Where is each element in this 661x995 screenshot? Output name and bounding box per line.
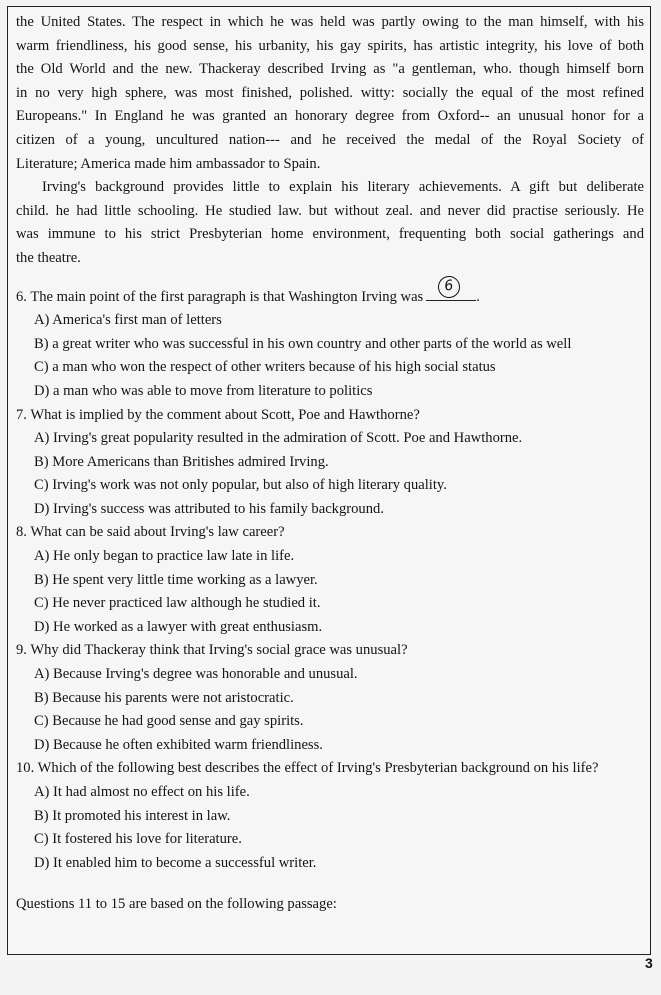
answer-options [16,545,644,639]
question-stem [16,276,644,310]
answer-option-a[interactable]: A) He only began to practice law late in life. [34,548,295,565]
question-8 [16,521,644,639]
answer-option-d[interactable]: D) He worked as a lawyer with great enthusiasm. [34,618,323,635]
answer-options [16,663,644,757]
passage-line: citizen of a young, uncultured nation--- and he received the medal of the Royal Society of [16,131,644,148]
question-stem-suffix: . [476,288,480,305]
answer-options [16,309,644,403]
answer-blank[interactable] [426,276,476,301]
answer-option-d[interactable]: D) Because he often exhibited warm friendliness. [34,736,323,753]
answer-option-a[interactable]: A) It had almost no effect on his life. [34,784,250,800]
passage-paragraph-2 [16,176,644,270]
passage-line: Irving's background provides little to explain his literary achievements. A gift but deliberate [42,179,644,196]
question-stem: 8. What can be said about Irving's law career? [16,524,285,541]
passage-line: the theatre. [16,249,81,266]
passage-line: in no very high sphere, was most finished, polished. witty: socially the equal of the most refined [16,84,644,101]
answer-option-a[interactable]: A) Because Irving's degree was honorable and unusual. [34,666,358,683]
answer-option-d[interactable]: D) Irving's success was attributed to his family background. [34,500,384,517]
passage-line: warm friendliness, his good sense, his urbanity, his gay spirits, has artistic integrity, his love of both [16,37,644,54]
answer-option-c[interactable]: C) He never practiced law although he studied it. [34,595,321,612]
answer-option-b[interactable]: B) a great writer who was successful in his own country and other parts of the world as well [34,335,572,352]
answer-option-b[interactable]: B) It promoted his interest in law. [34,807,231,824]
answer-option-c[interactable]: C) Because he had good sense and gay spirits. [34,713,304,730]
question-stem: 10. Which of the following best describes the effect of Irving's Presbyterian background on his life? [16,760,599,777]
question-10 [16,757,644,875]
passage-line: Literature; America made him ambassador to Spain. [16,155,321,172]
passage-line: Europeans." In England he was granted an honorary degree from Oxford-- an unusual honor for a [16,108,644,125]
answer-option-c[interactable]: C) a man who won the respect of other writers because of his high social status [34,359,496,376]
next-section-intro: Questions 11 to 15 are based on the following passage: [16,896,337,913]
section-gap [16,271,644,286]
answer-options [16,781,644,875]
page-number: 3 [645,955,653,971]
answer-option-d[interactable]: D) It enabled him to become a successful writer. [34,854,317,871]
answer-option-a[interactable]: A) Irving's great popularity resulted in the admiration of Scott. Poe and Hawthorne. [34,430,523,447]
passage-line: was immune to his strict Presbyterian home environment, frequenting both social gatherings and [16,226,644,243]
answer-option-b[interactable]: B) Because his parents were not aristocratic. [34,689,294,706]
question-6 [16,276,644,404]
answer-option-d[interactable]: D) a man who was able to move from literature to politics [34,382,373,399]
passage-line: the Old World and the new. Thackeray described Irving as "a gentleman, who. though himself born [16,61,644,78]
page-content [16,11,644,917]
passage-paragraph-1 [16,11,644,176]
passage-line: the United States. The respect in which he was held was partly owing to the man himself, with his [16,14,644,30]
question-9 [16,639,644,757]
question-7 [16,404,644,522]
answer-options [16,427,644,521]
answer-option-c[interactable]: C) Irving's work was not only popular, but also of high literary quality. [34,477,447,494]
handwritten-answer-circle: 6 [437,274,462,299]
answer-option-c[interactable]: C) It fostered his love for literature. [34,831,242,848]
page-frame [7,6,651,955]
question-stem: 9. Why did Thackeray think that Irving's social grace was unusual? [16,642,408,659]
question-stem: 7. What is implied by the comment about Scott, Poe and Hawthorne? [16,406,420,423]
question-stem-text: 6. The main point of the first paragraph is that Washington Irving was [16,288,424,305]
answer-option-b[interactable]: B) More Americans than Britishes admired Irving. [34,453,329,470]
passage-line: child. he had little schooling. He studied law. but without zeal. and never did practise seriously. He [16,202,644,219]
answer-option-a[interactable]: A) America's first man of letters [34,312,222,329]
answer-option-b[interactable]: B) He spent very little time working as a lawyer. [34,571,318,588]
